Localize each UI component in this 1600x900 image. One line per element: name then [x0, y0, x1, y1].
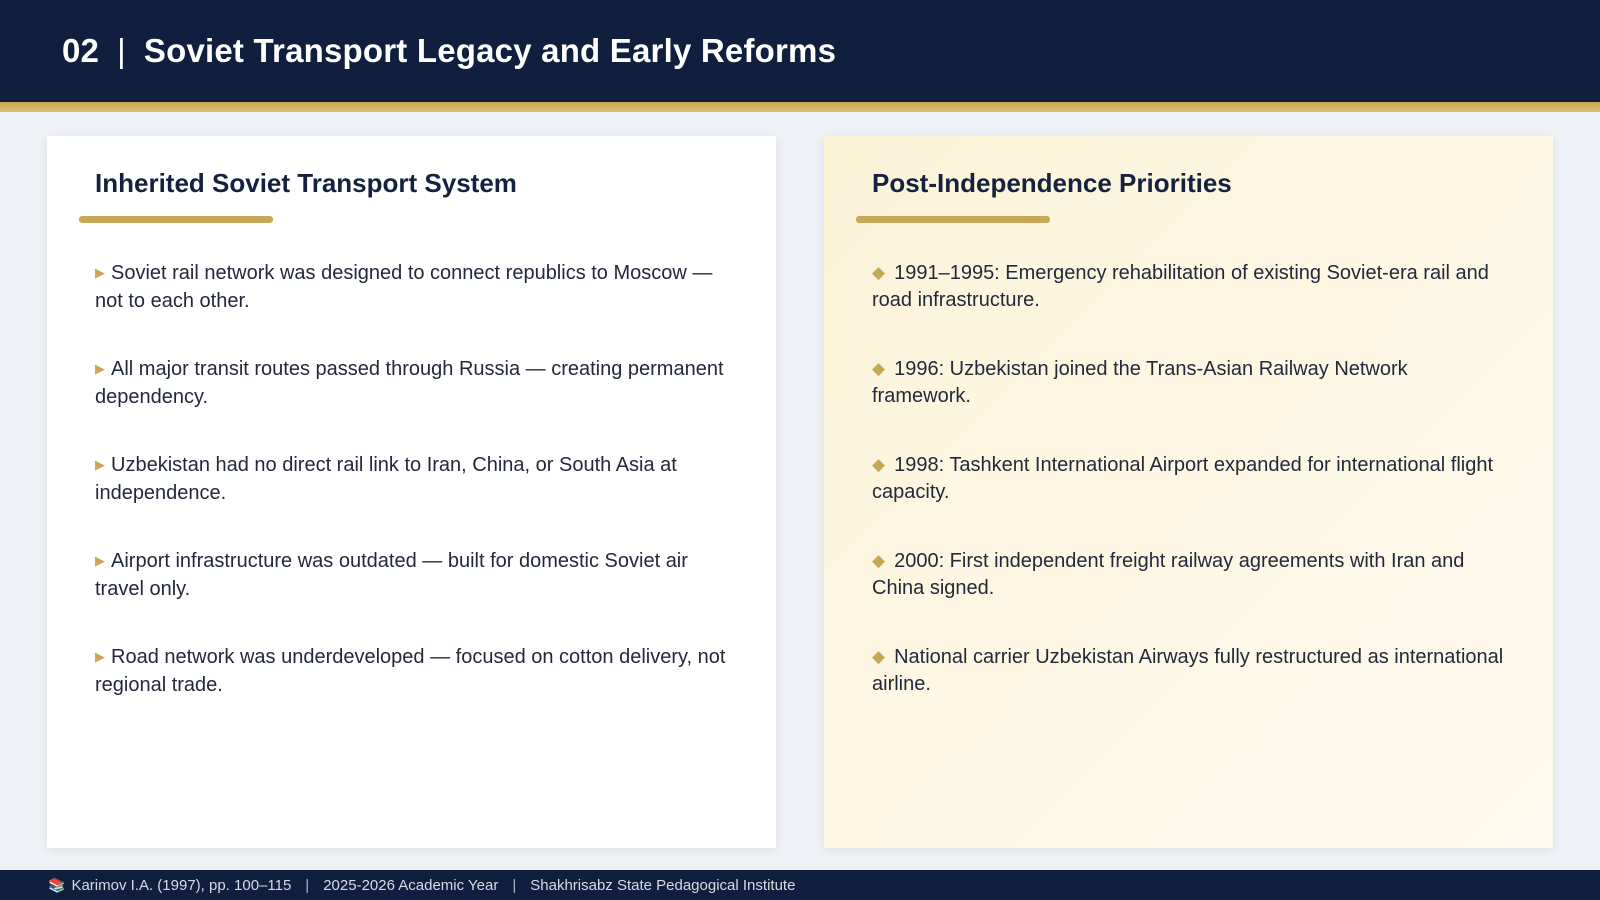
diamond-bullet-icon: ◆: [872, 551, 886, 570]
list-item: [872, 356, 1512, 452]
list-item: [95, 644, 735, 740]
list-item-text: Airport infrastructure was outdated — built for domestic Soviet air travel only.: [95, 550, 688, 600]
list-item: [872, 260, 1512, 356]
list-item-text: Soviet rail network was designed to connect republics to Moscow — not to each other.: [95, 262, 713, 312]
list-item-text: 2000: First independent freight railway agreements with Iran and China signed.: [872, 550, 1465, 599]
diamond-bullet-icon: ◆: [872, 455, 886, 474]
triangle-bullet-icon: ▶: [95, 649, 105, 664]
triangle-bullet-icon: ▶: [95, 361, 105, 376]
list-item: [95, 548, 735, 644]
list-item: [95, 356, 735, 452]
title-separator: |: [117, 32, 126, 69]
footer-separator: |: [305, 876, 310, 894]
footer-academic-year: 2025-2026 Academic Year: [323, 876, 499, 894]
list-item-text: Uzbekistan had no direct rail link to Iran, China, or South Asia at independence.: [95, 454, 677, 504]
slide-header: [0, 0, 1600, 102]
triangle-bullet-icon: ▶: [95, 553, 105, 568]
list-item: [95, 260, 735, 356]
list-item-text: National carrier Uzbekistan Airways fully restructured as international airline.: [872, 646, 1504, 695]
diamond-bullet-icon: ◆: [872, 263, 886, 282]
footer-separator: |: [512, 876, 517, 894]
footer-source: Karimov I.A. (1997), pp. 100–115: [71, 876, 292, 894]
left-heading-underline: [79, 216, 273, 223]
slide-number: 02: [62, 32, 100, 69]
list-item-text: Road network was underdeveloped — focused on cotton delivery, not regional trade.: [95, 646, 726, 696]
list-item: [872, 644, 1512, 740]
triangle-bullet-icon: ▶: [95, 457, 105, 472]
list-item-text: 1996: Uzbekistan joined the Trans-Asian Railway Network framework.: [872, 358, 1408, 407]
post-independence-panel: [824, 136, 1553, 848]
footer-institution: Shakhrisabz State Pedagogical Institute: [530, 876, 796, 894]
list-item: [872, 548, 1512, 644]
slide-title-text: Soviet Transport Legacy and Early Reforms: [143, 32, 837, 69]
header-accent-stripe: [0, 102, 1600, 112]
slide-footer: [0, 870, 1600, 900]
left-bullet-list: [95, 260, 735, 740]
diamond-bullet-icon: ◆: [872, 359, 886, 378]
list-item-text: All major transit routes passed through Russia — creating permanent dependency.: [95, 358, 724, 408]
list-item: [872, 452, 1512, 548]
right-bullet-list: [872, 260, 1512, 740]
right-heading-underline: [856, 216, 1050, 223]
left-panel-heading: Inherited Soviet Transport System: [95, 168, 517, 198]
list-item: [95, 452, 735, 548]
right-panel-heading: Post-Independence Priorities: [872, 168, 1232, 198]
books-icon: 📚: [48, 876, 66, 893]
triangle-bullet-icon: ▶: [95, 265, 105, 280]
diamond-bullet-icon: ◆: [872, 647, 886, 666]
list-item-text: 1991–1995: Emergency rehabilitation of existing Soviet-era rail and road infrastructure.: [872, 262, 1489, 311]
inherited-system-panel: [47, 136, 776, 848]
slide-title: [62, 32, 836, 70]
list-item-text: 1998: Tashkent International Airport expanded for international flight capacity.: [872, 454, 1494, 503]
